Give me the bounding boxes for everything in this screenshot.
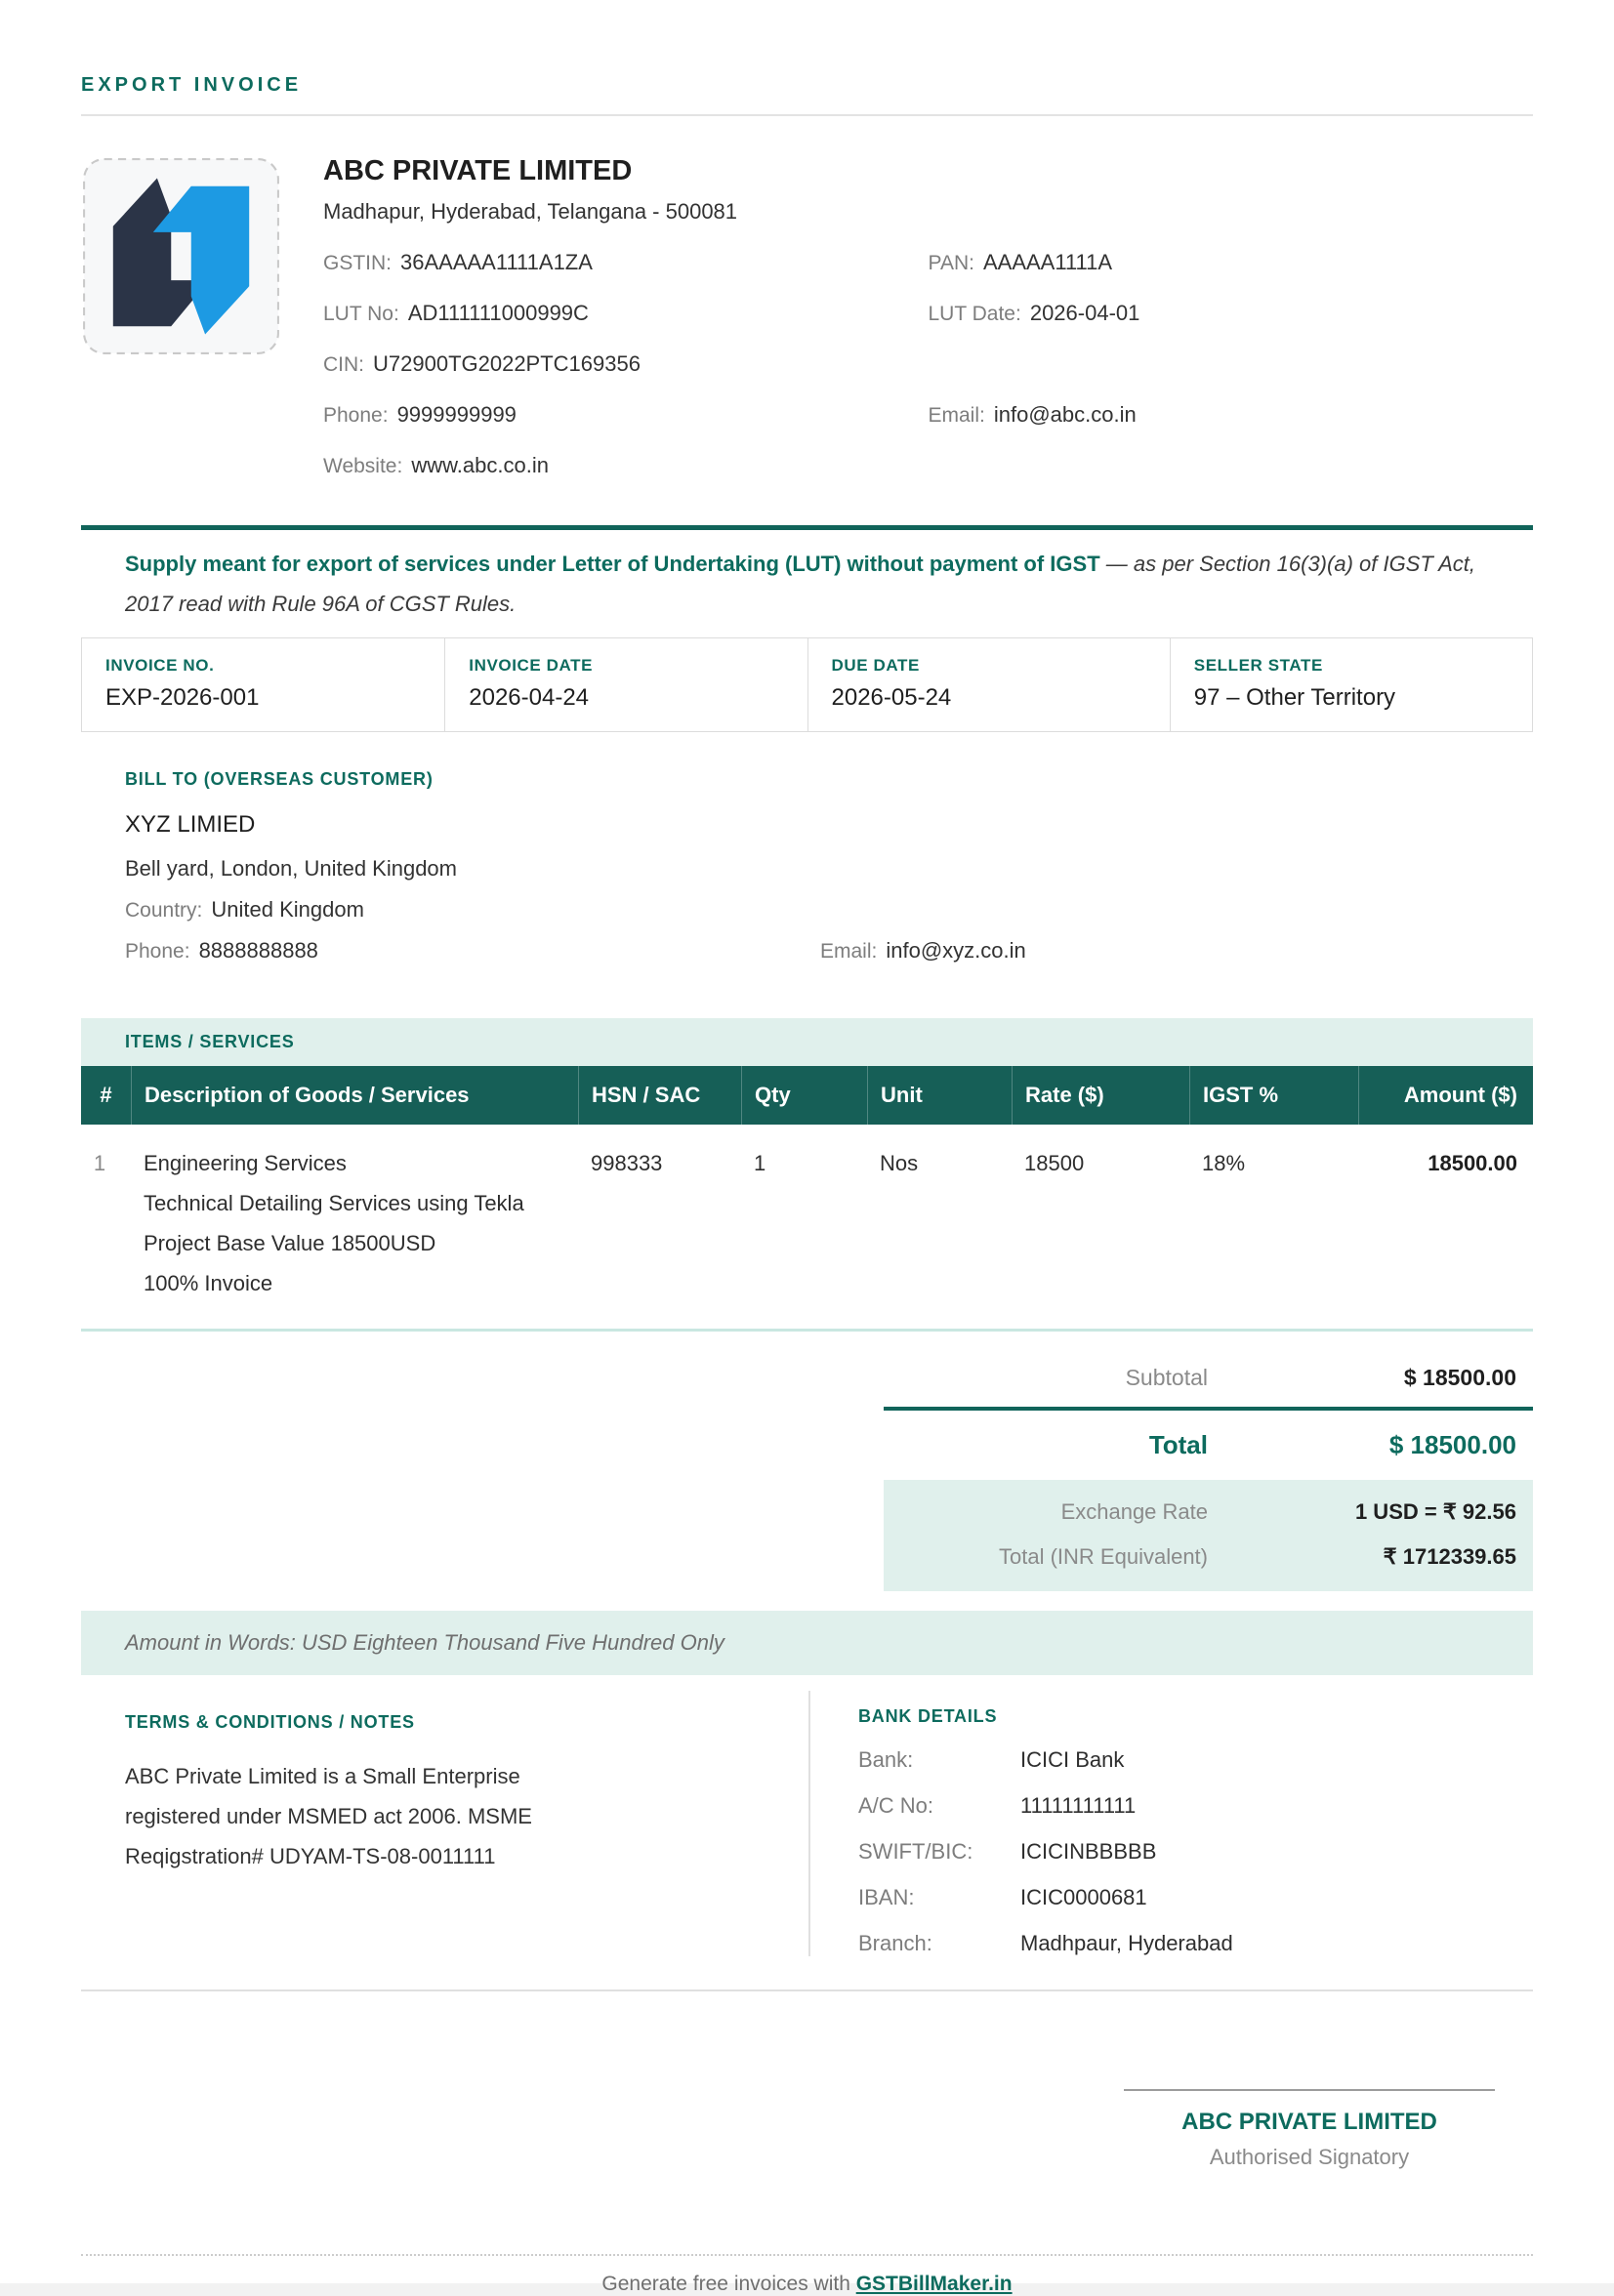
signature-company: ABC PRIVATE LIMITED bbox=[1181, 2109, 1437, 2135]
terms-text: ABC Private Limited is a Small Enterprise registered under MSMED act 2006. MSME Reqigstration# UDYAM-TS-08-0011111 bbox=[125, 1764, 532, 1868]
bank-account-row: A/C No: 11111111111 bbox=[858, 1793, 1137, 1818]
meta-invoice-no: INVOICE NO. EXP-2026-001 bbox=[105, 656, 260, 711]
terms-section bbox=[81, 1691, 808, 1956]
footer-link[interactable]: GSTBillMaker.in bbox=[855, 2273, 1013, 2295]
buyer-address: Bell yard, London, United Kingdom bbox=[125, 856, 457, 881]
items-heading: ITEMS / SERVICES bbox=[125, 1032, 295, 1051]
inr-conversion-box bbox=[884, 1480, 1533, 1591]
page-title: EXPORT INVOICE bbox=[81, 74, 303, 96]
row-sno: 1 bbox=[93, 1151, 106, 1175]
subtotal-row bbox=[884, 1351, 1533, 1407]
col-description: Description of Goods / Services bbox=[131, 1066, 578, 1125]
row-description-line: Project Base Value 18500USD bbox=[144, 1231, 436, 1255]
inr-total-row bbox=[884, 1535, 1533, 1579]
seller-gstin: GSTIN: 36AAAAA1111A1ZA bbox=[323, 250, 593, 274]
bill-to-section bbox=[125, 769, 1489, 964]
items-table-header bbox=[81, 1066, 1533, 1125]
row-description-line: 100% Invoice bbox=[144, 1271, 273, 1295]
totals-section bbox=[884, 1351, 1533, 1591]
signature-role: Authorised Signatory bbox=[1209, 2145, 1410, 2169]
total-row bbox=[884, 1411, 1533, 1480]
inr-total-value: ₹ 1712339.65 bbox=[1383, 1544, 1516, 1569]
buyer-name: XYZ LIMIED bbox=[125, 811, 256, 838]
row-rate: 18500 bbox=[1024, 1151, 1085, 1175]
meta-due-date: DUE DATE 2026-05-24 bbox=[807, 638, 1170, 731]
bank-name-row: Bank: ICICI Bank bbox=[858, 1747, 1125, 1772]
total-value: $ 18500.00 bbox=[1388, 1430, 1516, 1459]
row-igst: 18% bbox=[1202, 1151, 1246, 1175]
items-heading-band bbox=[81, 1018, 1533, 1066]
exchange-rate-label: Exchange Rate bbox=[1060, 1499, 1208, 1524]
header-divider bbox=[81, 114, 1533, 116]
meta-seller-state: SELLER STATE 97 – Other Territory bbox=[1170, 638, 1532, 731]
lut-declaration-italic: — as per Section 16(3)(a) of IGST Act, 2017 read with Rule 96A of CGST Rules. bbox=[125, 552, 1475, 616]
buyer-phone: Phone: 8888888888 bbox=[125, 938, 318, 963]
amount-in-words: Amount in Words: USD Eighteen Thousand Five Hundred Only bbox=[81, 1611, 1533, 1675]
seller-address: Madhapur, Hyderabad, Telangana - 500081 bbox=[323, 199, 738, 224]
lut-declaration-bold: Supply meant for export of services under Letter of Undertaking (LUT) without payment of IGST bbox=[125, 552, 1100, 576]
col-sno: # bbox=[100, 1083, 112, 1107]
terms-bank-section bbox=[81, 1691, 1533, 1991]
buyer-contact-row bbox=[125, 938, 1489, 964]
row-amount: 18500.00 bbox=[1428, 1151, 1517, 1175]
buyer-country: Country: United Kingdom bbox=[125, 897, 364, 922]
invoice-meta-box bbox=[81, 637, 1533, 732]
row-unit: Nos bbox=[880, 1151, 919, 1175]
row-description: Engineering Services Technical Detailing Services using Tekla Project Base Value 18500USD 100% Invoice bbox=[131, 1125, 578, 1329]
total-label: Total bbox=[1148, 1430, 1208, 1459]
footer-text: Generate free invoices with bbox=[601, 2273, 856, 2295]
seller-lut-date: LUT Date: 2026-04-01 bbox=[928, 301, 1140, 325]
col-igst: IGST % bbox=[1189, 1066, 1358, 1125]
col-hsn: HSN / SAC bbox=[578, 1066, 741, 1125]
row-hsn: 998333 bbox=[591, 1151, 663, 1175]
col-amount: Amount ($) bbox=[1358, 1066, 1533, 1125]
col-rate: Rate ($) bbox=[1012, 1066, 1189, 1125]
exchange-rate-value: 1 USD = ₹ 92.56 bbox=[1354, 1499, 1516, 1524]
bank-iban-row: IBAN: ICIC0000681 bbox=[858, 1885, 1147, 1909]
seller-lut-no: LUT No: AD111111000999C bbox=[323, 301, 589, 325]
bank-details-heading: BANK DETAILS bbox=[858, 1706, 998, 1726]
exchange-rate-row bbox=[884, 1490, 1533, 1535]
signature-block bbox=[1124, 2089, 1495, 2170]
seller-website: Website: www.abc.co.in bbox=[323, 453, 549, 477]
inr-total-label: Total (INR Equivalent) bbox=[999, 1544, 1208, 1569]
bank-rows bbox=[858, 1747, 1533, 1956]
seller-info bbox=[281, 155, 1533, 478]
subtotal-label: Subtotal bbox=[1125, 1365, 1208, 1390]
seller-name: ABC PRIVATE LIMITED bbox=[323, 155, 633, 186]
row-qty: 1 bbox=[754, 1151, 766, 1175]
page-footer bbox=[81, 2254, 1533, 2296]
lut-declaration bbox=[125, 544, 1489, 624]
terms-heading: TERMS & CONDITIONS / NOTES bbox=[125, 1712, 415, 1732]
subtotal-value: $ 18500.00 bbox=[1403, 1365, 1516, 1390]
seller-email: Email: info@abc.co.in bbox=[928, 402, 1137, 427]
meta-invoice-date: INVOICE DATE 2026-04-24 bbox=[444, 638, 807, 731]
col-unit: Unit bbox=[867, 1066, 1012, 1125]
row-description-line: Technical Detailing Services using Tekla bbox=[144, 1191, 524, 1215]
company-logo bbox=[81, 155, 281, 357]
company-logo-icon bbox=[81, 155, 281, 357]
seller-cin: CIN: U72900TG2022PTC169356 bbox=[323, 351, 641, 376]
section-rule bbox=[81, 525, 1533, 530]
grid-spacer bbox=[929, 351, 1534, 377]
seller-block bbox=[81, 155, 1533, 478]
bank-details-section bbox=[808, 1691, 1533, 1956]
bank-swift-row: SWIFT/BIC: ICICINBBBBB bbox=[858, 1839, 1157, 1864]
bill-to-heading: BILL TO (OVERSEAS CUSTOMER) bbox=[125, 769, 434, 789]
items-section bbox=[81, 1018, 1533, 1332]
seller-phone: Phone: 9999999999 bbox=[323, 402, 517, 427]
seller-pan: PAN: AAAAA1111A bbox=[928, 250, 1113, 274]
seller-detail-grid bbox=[323, 250, 1533, 478]
table-row bbox=[81, 1125, 1533, 1332]
bank-branch-row: Branch: Madhpaur, Hyderabad bbox=[858, 1931, 1233, 1955]
buyer-email: Email: info@xyz.co.in bbox=[820, 938, 1026, 963]
col-qty: Qty bbox=[741, 1066, 867, 1125]
